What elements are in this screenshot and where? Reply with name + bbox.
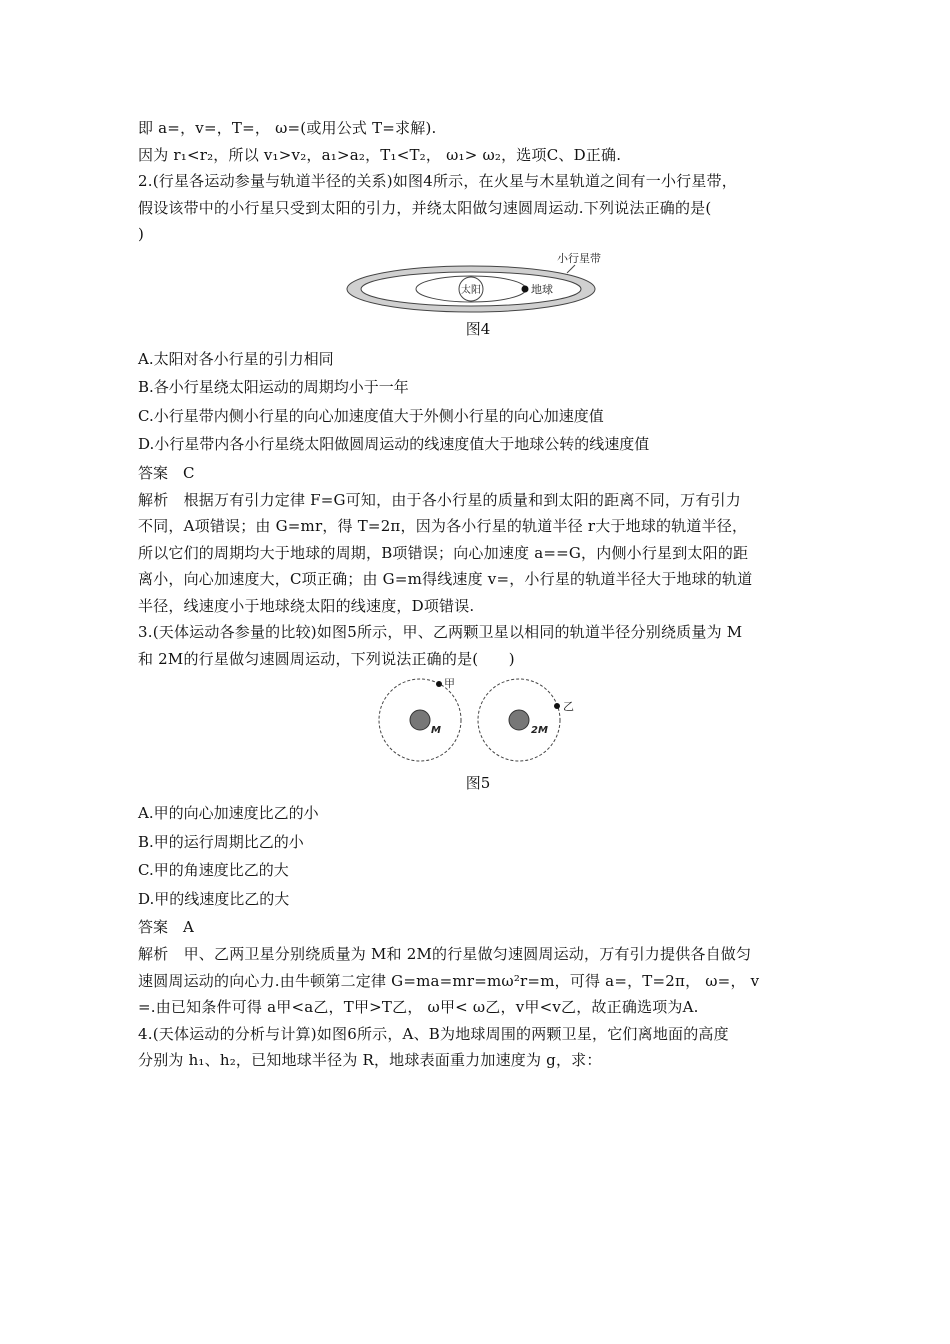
analysis-line: 半径，线速度小于地球绕太阳的线速度，D项错误. [138,596,475,615]
answer-line: 答案 C [138,463,195,482]
left-planet [410,710,430,730]
question-2-stem: 2.(行星各运动参量与轨道半径的关系)如图4所示，在火星与木星轨道之间有一小行星带， [138,172,737,190]
option-c: C.甲的角速度比乙的大 [138,861,289,879]
earth-label: 地球 [531,282,553,296]
option-b: B.甲的运行周期比乙的小 [138,832,304,851]
question-3-stem: 和 2M的行星做匀速圆周运动，下列说法正确的是( ) [138,649,515,668]
analysis-line: =.由已知条件可得 a甲<a乙，T甲>T乙， ω甲< ω乙，v甲<v乙，故正确选项为A. [138,998,699,1016]
document-page [138,118,818,1077]
satellite-yi-label: 乙 [563,700,574,713]
question-2-stem: 假设该带中的小行星只受到太阳的引力，并绕太阳做匀速圆周运动.下列说法正确的是( [138,198,712,217]
option-a: A.甲的向心加速度比乙的小 [138,804,319,822]
option-d: D.甲的线速度比乙的大 [138,889,290,908]
option-b: B.各小行星绕太阳运动的周期均小于一年 [138,378,409,396]
belt-pointer [567,265,575,273]
answer-line: 答案 A [138,918,194,936]
analysis-line: 解析 根据万有引力定律 F=G可知，由于各小行星的质量和到太阳的距离不同，万有引力 [138,490,741,509]
analysis-line: 速圆周运动的向心力.由牛顿第二定律 G=ma=mr=mω²r=m，可得 a=，T=2π， ω=， v [138,971,760,990]
figure-4 [138,251,818,313]
sun-label: 太阳 [461,284,481,296]
figure-5 [138,675,818,767]
analysis-line: 所以它们的周期均大于地球的周期，B项错误；向心加速度 a==G，内侧小行星到太阳的距 [138,543,749,562]
analysis-line: 不同，A项错误；由 G=mr，得 T=2π，因为各小行星的轨道半径 r大于地球的轨道半径， [138,517,748,535]
option-a: A.太阳对各小行星的引力相同 [138,349,334,368]
text-line: 因为 r₁<r₂，所以 v₁>v₂，a₁>a₂，T₁<T₂， ω₁> ω₂，选项C、D正确. [138,145,622,164]
belt-label: 小行星带 [557,251,601,265]
option-c: C.小行星带内侧小行星的向心加速度值大于外侧小行星的向心加速度值 [138,406,604,425]
question-4-stem: 4.(天体运动的分析与计算)如图6所示，A、B为地球周围的两颗卫星，它们离地面的高度 [138,1024,729,1043]
right-planet-label: 2M [531,725,548,736]
option-d: D.小行星带内各小行星绕太阳做圆周运动的线速度值大于地球公转的线速度值 [138,435,650,453]
text-line: 即 a=，v=，T=， ω=(或用公式 T=求解). [138,119,437,137]
figure-5-caption: 图5 [465,774,491,792]
satellite-yi-dot [554,703,560,709]
question-4-stem: 分别为 h₁、h₂，已知地球半径为 R，地球表面重力加速度为 g，求： [138,1051,602,1069]
analysis-line: 解析 甲、乙两卫星分别绕质量为 M和 2M的行星做匀速圆周运动，万有引力提供各自做匀 [138,945,752,963]
asteroid-belt-diagram [343,251,613,313]
analysis-line: 离小，向心加速度大，C项正确；由 G=m得线速度 v=，小行星的轨道半径大于地球的轨道 [138,570,753,588]
left-planet-label: M [431,725,441,736]
satellite-orbits-diagram [373,675,583,767]
satellite-jia-dot [436,681,442,687]
figure-4-caption: 图4 [465,319,491,338]
question-3-stem: 3.(天体运动各参量的比较)如图5所示，甲、乙两颗卫星以相同的轨道半径分别绕质量为 M [138,623,743,641]
question-2-stem: ) [138,225,145,243]
satellite-jia-label: 甲 [444,677,455,690]
right-planet [509,710,529,730]
earth-dot [522,285,529,292]
